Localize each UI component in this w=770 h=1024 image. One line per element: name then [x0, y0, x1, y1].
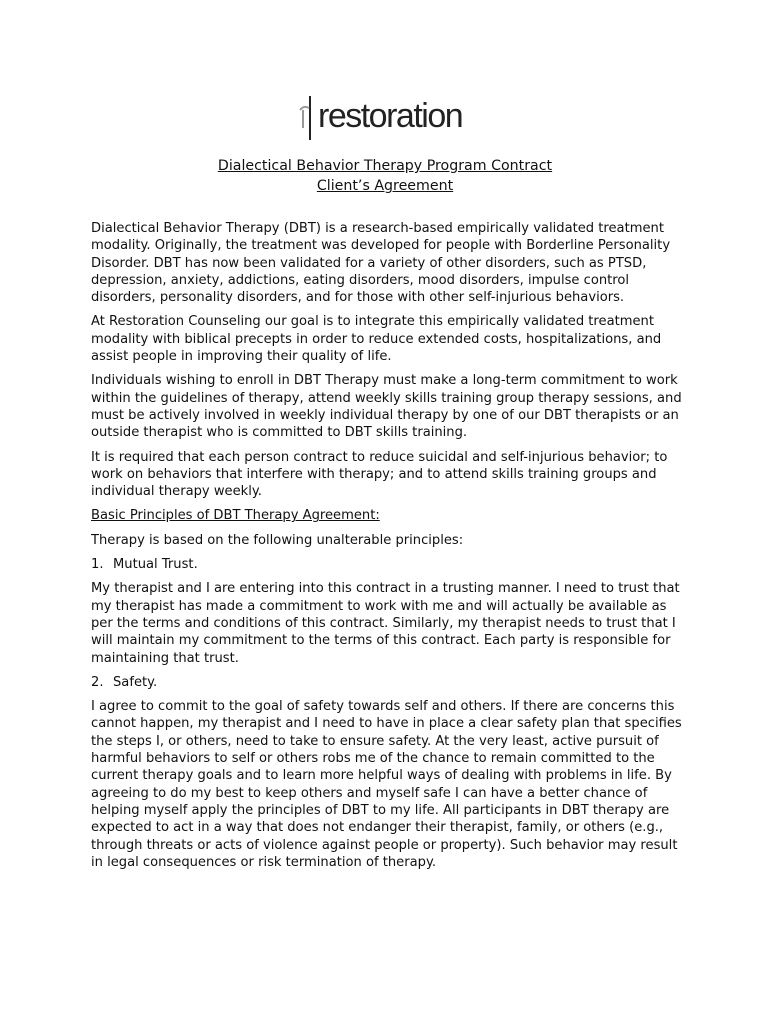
principle-number: 2.	[91, 674, 104, 690]
principle-title: Mutual Trust.	[113, 557, 198, 573]
logo-wordmark: restoration	[318, 97, 463, 135]
principle-text: I agree to commit to the goal of safety towards self and others. If there are concerns this cannot happen, my therapist and I need to have in place a clear safety plan that specifies the steps I, or others, need to take to ensure safety. At the very least, active pursuit of harmful behaviors to self or others robs me of the chance to remain committed to the current therapy goals and to learn more helpful ways of dealing with problems in life. By agreeing to do my best to keep others and myself safe I can have a better chance of helping myself apply the principles of DBT to my life. All participants in DBT therapy are expected to act in a way that does not endanger their therapist, family, or others (e.g., through threats or acts of violence against people or property). Such behavior may result in legal consequences or risk termination of therapy.	[91, 699, 682, 870]
cross-logo-icon	[298, 96, 316, 140]
principle-item	[91, 674, 691, 691]
restoration-logo	[298, 96, 462, 140]
principle-number: 1.	[91, 557, 104, 573]
intro-paragraph: Dialectical Behavior Therapy (DBT) is a research-based empirically validated treatment modality. Originally, the treatment was developed for people with Borderline Personality Disorder. DBT has now been validated for a variety of other disorders, such as PTSD, depression, anxiety, addictions, eating disorders, mood disorders, impulse control disorders, personality disorders, and for those with other self-injurious behaviors.	[91, 221, 671, 306]
document-subtitle: Client’s Agreement	[316, 178, 454, 194]
enrollment-paragraph: Individuals wishing to enroll in DBT Therapy must make a long-term commitment to work within the guidelines of therapy, attend weekly skills training group therapy sessions, and must be actively involved in weekly individual therapy by one of our DBT therapists or an outside therapist who is committed to DBT skills training.	[91, 373, 682, 441]
principles-heading: Basic Principles of DBT Therapy Agreement:	[91, 508, 380, 524]
principle-text: My therapist and I are entering into this contract in a trusting manner. I need to trust that my therapist has made a commitment to work with me and will actually be available as per the terms and conditions of this contract. Similarly, my therapist needs to trust that I will maintain my commitment to the terms of this contract. Each party is responsible for maintaining that trust.	[91, 581, 680, 666]
goal-paragraph: At Restoration Counseling our goal is to integrate this empirically validated treatment modality with biblical precepts in order to reduce extended costs, hospitalizations, and assist people in improving their quality of life.	[91, 314, 662, 365]
principle-title: Safety.	[113, 674, 158, 690]
principle-item	[91, 556, 691, 573]
principles-intro: Therapy is based on the following unalterable principles:	[91, 532, 464, 548]
document-body	[91, 220, 691, 878]
document-title: Dialectical Behavior Therapy Program Contract	[217, 158, 553, 174]
requirement-paragraph: It is required that each person contract to reduce suicidal and self-injurious behavior; to work on behaviors that interfere with therapy; and to attend skills training groups and individual therapy weekly.	[91, 449, 668, 500]
